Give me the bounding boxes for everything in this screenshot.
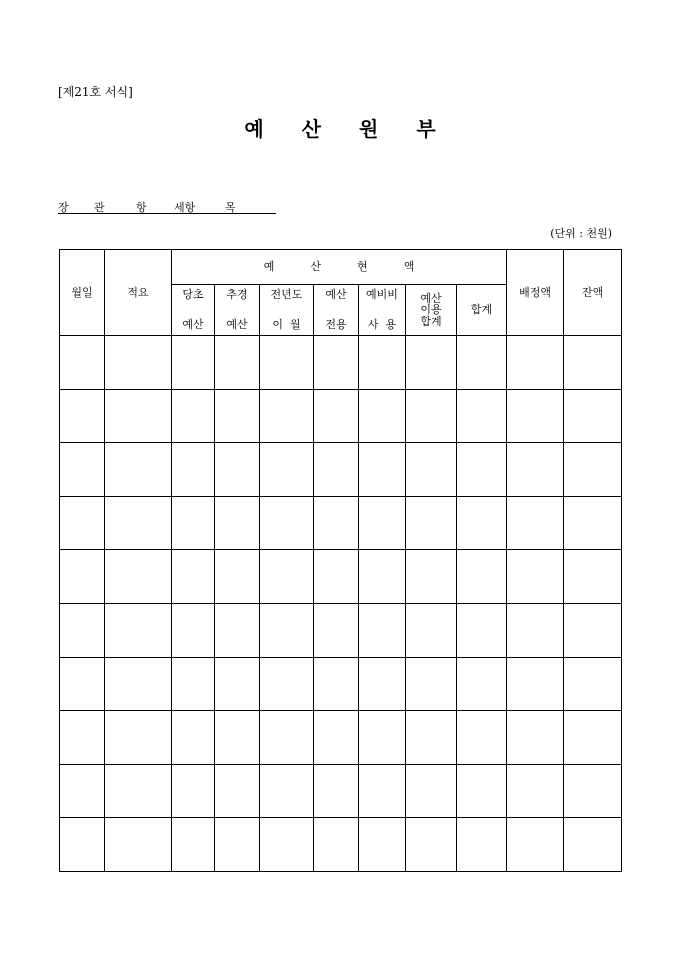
table-cell[interactable] <box>564 443 622 497</box>
category-label-jang: 장 <box>58 201 69 214</box>
table-cell[interactable] <box>215 336 260 390</box>
table-cell[interactable] <box>359 336 406 390</box>
header-label-top: 예산 <box>325 288 347 301</box>
table-cell[interactable] <box>172 603 215 657</box>
table-cell[interactable] <box>359 657 406 711</box>
table-cell[interactable] <box>260 336 314 390</box>
table-cell[interactable] <box>564 603 622 657</box>
table-cell[interactable] <box>260 657 314 711</box>
table-cell[interactable] <box>172 818 215 872</box>
table-cell[interactable] <box>564 496 622 550</box>
table-cell[interactable] <box>172 389 215 443</box>
title-char: 원 <box>359 117 379 141</box>
table-cell[interactable] <box>215 657 260 711</box>
table-cell[interactable] <box>406 818 457 872</box>
table-cell[interactable] <box>60 443 105 497</box>
table-cell[interactable] <box>105 657 172 711</box>
table-cell[interactable] <box>172 443 215 497</box>
table-cell[interactable] <box>215 764 260 818</box>
table-cell[interactable] <box>507 496 564 550</box>
title-char: 산 <box>301 117 321 141</box>
table-cell[interactable] <box>215 603 260 657</box>
table-row <box>60 657 622 711</box>
table-cell[interactable] <box>105 550 172 604</box>
table-cell[interactable] <box>507 443 564 497</box>
table-cell[interactable] <box>60 389 105 443</box>
table-row <box>60 336 622 390</box>
table-cell[interactable] <box>215 818 260 872</box>
table-cell[interactable] <box>60 657 105 711</box>
table-row <box>60 764 622 818</box>
header-prior-year-carryover <box>260 285 314 336</box>
table-cell[interactable] <box>457 389 507 443</box>
header-label-bottom: 이 월 <box>272 318 301 332</box>
table-cell[interactable] <box>314 443 359 497</box>
header-label-top: 예비비 <box>366 288 398 301</box>
table-cell[interactable] <box>260 711 314 765</box>
table-cell[interactable] <box>457 711 507 765</box>
table-cell[interactable] <box>507 711 564 765</box>
table-cell[interactable] <box>60 603 105 657</box>
table-cell[interactable] <box>172 550 215 604</box>
table-cell[interactable] <box>314 711 359 765</box>
table-cell[interactable] <box>564 657 622 711</box>
table-cell[interactable] <box>314 603 359 657</box>
header-label-line: 합계 <box>420 314 442 328</box>
table-cell[interactable] <box>406 711 457 765</box>
header-allocation: 배정액 <box>507 250 564 336</box>
table-cell[interactable] <box>314 389 359 443</box>
table-cell[interactable] <box>564 764 622 818</box>
table-cell[interactable] <box>260 603 314 657</box>
table-cell[interactable] <box>60 550 105 604</box>
table-row <box>60 818 622 872</box>
table-cell[interactable] <box>507 389 564 443</box>
table-cell[interactable] <box>314 657 359 711</box>
header-balance: 잔액 <box>564 250 622 336</box>
table-cell[interactable] <box>457 443 507 497</box>
table-cell[interactable] <box>406 443 457 497</box>
header-label-top: 추경 <box>226 288 248 301</box>
table-cell[interactable] <box>359 711 406 765</box>
header-total: 합계 <box>457 285 507 336</box>
table-row <box>60 603 622 657</box>
table-cell[interactable] <box>314 764 359 818</box>
table-cell[interactable] <box>359 550 406 604</box>
table-cell[interactable] <box>260 550 314 604</box>
table-cell[interactable] <box>564 389 622 443</box>
table-cell[interactable] <box>60 764 105 818</box>
table-cell[interactable] <box>457 818 507 872</box>
table-row <box>60 389 622 443</box>
table-cell[interactable] <box>314 496 359 550</box>
table-cell[interactable] <box>406 550 457 604</box>
table-cell[interactable] <box>564 818 622 872</box>
table-cell[interactable] <box>457 550 507 604</box>
table-cell[interactable] <box>457 603 507 657</box>
table-cell[interactable] <box>406 496 457 550</box>
header-summary: 적요 <box>105 250 172 336</box>
table-cell[interactable] <box>507 657 564 711</box>
table-cell[interactable] <box>105 336 172 390</box>
table-cell[interactable] <box>172 764 215 818</box>
table-cell[interactable] <box>314 818 359 872</box>
table-cell[interactable] <box>359 603 406 657</box>
category-label-gwan: 관 <box>94 201 105 214</box>
table-cell[interactable] <box>172 711 215 765</box>
table-cell[interactable] <box>507 764 564 818</box>
title-char: 예 <box>244 117 264 141</box>
table-cell[interactable] <box>260 389 314 443</box>
table-cell[interactable] <box>260 496 314 550</box>
table-cell[interactable] <box>105 496 172 550</box>
header-supplementary-budget <box>215 285 260 336</box>
table-cell[interactable] <box>172 336 215 390</box>
table-cell[interactable] <box>215 550 260 604</box>
table-cell[interactable] <box>406 657 457 711</box>
header-label-top: 전년도 <box>270 288 303 301</box>
header-label-top: 당초 <box>182 288 204 301</box>
table-cell[interactable] <box>60 711 105 765</box>
table-cell[interactable] <box>215 389 260 443</box>
table-cell[interactable] <box>215 443 260 497</box>
table-cell[interactable] <box>564 336 622 390</box>
table-cell[interactable] <box>406 389 457 443</box>
table-cell[interactable] <box>507 336 564 390</box>
table-row <box>60 443 622 497</box>
header-label-line: 이용 <box>420 303 442 317</box>
table-cell[interactable] <box>507 818 564 872</box>
table-cell[interactable] <box>60 336 105 390</box>
table-cell[interactable] <box>314 550 359 604</box>
header-original-budget <box>172 285 215 336</box>
table-cell[interactable] <box>406 764 457 818</box>
budget-ledger-table <box>59 249 622 872</box>
table-cell[interactable] <box>507 550 564 604</box>
table-cell[interactable] <box>60 496 105 550</box>
table-row <box>60 711 622 765</box>
budget-group-char: 산 <box>310 260 322 274</box>
table-cell[interactable] <box>406 603 457 657</box>
header-budget-current <box>172 250 507 285</box>
table-cell[interactable] <box>105 443 172 497</box>
table-cell[interactable] <box>105 389 172 443</box>
table-cell[interactable] <box>105 711 172 765</box>
table-cell[interactable] <box>564 550 622 604</box>
budget-category-line <box>58 199 276 214</box>
table-cell[interactable] <box>359 389 406 443</box>
table-cell[interactable] <box>260 443 314 497</box>
budget-group-char: 현 <box>357 260 368 274</box>
table-cell[interactable] <box>172 657 215 711</box>
table-cell[interactable] <box>457 657 507 711</box>
header-budget-use-total <box>406 285 457 336</box>
table-cell[interactable] <box>105 603 172 657</box>
table-cell[interactable] <box>457 764 507 818</box>
table-cell[interactable] <box>215 496 260 550</box>
header-label-bottom: 예산 <box>226 318 248 332</box>
header-label-bottom: 전용 <box>325 318 347 332</box>
table-row <box>60 550 622 604</box>
budget-group-char: 액 <box>403 260 415 274</box>
table-row <box>60 496 622 550</box>
table-cell[interactable] <box>359 496 406 550</box>
header-label-line: 예산 <box>420 291 442 305</box>
table-cell[interactable] <box>60 818 105 872</box>
document-title <box>0 113 680 142</box>
table-cell[interactable] <box>457 336 507 390</box>
category-label-mok: 목 <box>225 201 236 214</box>
table-cell[interactable] <box>215 711 260 765</box>
table-cell[interactable] <box>105 764 172 818</box>
category-label-sehang: 세항 <box>174 201 196 214</box>
table-cell[interactable] <box>314 336 359 390</box>
table-cell[interactable] <box>105 818 172 872</box>
header-label-bottom: 예산 <box>182 318 204 332</box>
form-number: [제21호 서식] <box>58 85 133 99</box>
table-cell[interactable] <box>172 496 215 550</box>
header-budget-transfer <box>314 285 359 336</box>
table-cell[interactable] <box>457 496 507 550</box>
table-cell[interactable] <box>507 603 564 657</box>
table-cell[interactable] <box>359 818 406 872</box>
table-cell[interactable] <box>359 764 406 818</box>
table-cell[interactable] <box>564 711 622 765</box>
header-label-bottom: 사 용 <box>367 318 397 332</box>
header-month-day: 월일 <box>60 250 105 336</box>
title-char: 부 <box>416 117 436 141</box>
ledger-body <box>60 336 622 872</box>
table-cell[interactable] <box>359 443 406 497</box>
table-cell[interactable] <box>260 818 314 872</box>
table-cell[interactable] <box>260 764 314 818</box>
unit-note: (단위 : 천원) <box>550 227 612 240</box>
table-cell[interactable] <box>406 336 457 390</box>
header-reserve-fund-use <box>359 285 406 336</box>
category-label-hang: 항 <box>136 201 147 214</box>
budget-group-char: 예 <box>263 260 275 274</box>
